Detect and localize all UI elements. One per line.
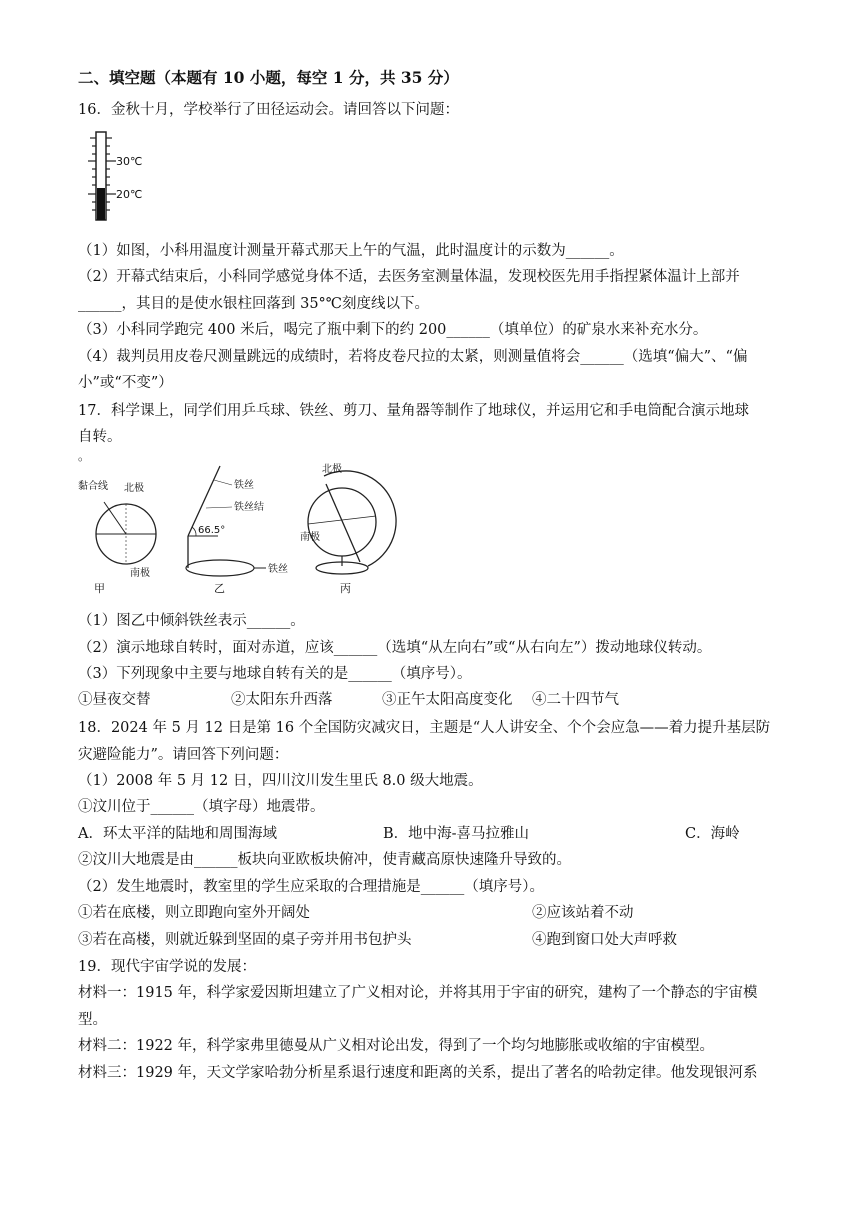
q19-material-1a: 材料一：1915 年，科学家爱因斯坦建立了广义相对论，并将其用于宇宙的研究，建构了一个静态的宇宙模 xyxy=(78,985,758,1001)
svg-text:北极: 北极 xyxy=(124,483,144,494)
q19-material-2: 材料二：1922 年，科学家弗里德曼从广义相对论出发，得到了一个均匀地膨胀或收缩的宇宙模型。 xyxy=(78,1038,715,1054)
q17-dot: 。 xyxy=(78,449,91,463)
thermo-label-20: 20℃ xyxy=(116,188,143,201)
svg-text:铁丝: 铁丝 xyxy=(268,564,288,575)
svg-text:南极: 南极 xyxy=(130,568,150,579)
figure-jia xyxy=(78,479,156,595)
q17-option-3: ③正午太阳高度变化 xyxy=(382,692,513,708)
q18-measure-1: ①若在底楼，则立即跑向室外开阔处 xyxy=(78,905,310,921)
q16-p4b: 小”或“不变”） xyxy=(78,375,173,391)
q16-p4a: （4）裁判员用皮卷尺测量跳远的成绩时，若将皮卷尺拉的太紧，则测量值将会______（选填“偏大”、“偏 xyxy=(78,349,748,365)
q18-measure-3: ③若在高楼，则就近躲到坚固的桌子旁并用书包护头 xyxy=(78,932,412,948)
q16-p2a: （2）开幕式结束后，小科同学感觉身体不适，去医务室测量体温，发现校医先用手指捏紧体温计上部并 xyxy=(78,269,740,285)
q17-option-2: ②太阳东升西落 xyxy=(231,692,333,708)
q19-stem: 19．现代宇宙学说的发展： xyxy=(78,959,256,975)
q18-p1-1: ①汶川位于______（填字母）地震带。 xyxy=(78,799,325,815)
q17-stem-a: 17．科学课上，同学们用乒乓球、铁丝、剪刀、量角器等制作了地球仪，并运用它和手电筒配合演示地球 xyxy=(78,403,749,419)
q16-stem: 16．金秋十月，学校举行了田径运动会。请回答以下问题： xyxy=(78,102,459,118)
q17-option-4: ④二十四节气 xyxy=(532,692,619,708)
q18-option-b: B．地中海-喜马拉雅山 xyxy=(383,826,530,842)
q18-option-c: C．海岭 xyxy=(685,826,740,842)
figure-yi xyxy=(186,466,288,595)
q17-option-1: ①昼夜交替 xyxy=(78,692,151,708)
svg-text:铁丝: 铁丝 xyxy=(234,480,254,491)
q18-p1: （1）2008 年 5 月 12 日，四川汶川发生里氏 8.0 级大地震。 xyxy=(78,773,483,789)
globe-figures xyxy=(78,458,408,598)
svg-text:甲: 甲 xyxy=(94,582,105,595)
q18-p1-2: ②汶川大地震是由______板块向亚欧板块俯冲，使青藏高原快速隆升导致的。 xyxy=(78,852,571,868)
svg-text:南极: 南极 xyxy=(300,532,320,543)
q16-p1: （1）如图，小科用温度计测量开幕式那天上午的气温，此时温度计的示数为______。 xyxy=(78,243,624,259)
svg-text:丙: 丙 xyxy=(340,582,351,595)
figure-bing xyxy=(300,462,396,595)
svg-text:乙: 乙 xyxy=(214,582,225,595)
q18-measure-2: ②应该站着不动 xyxy=(532,905,634,921)
q18-p2: （2）发生地震时，教室里的学生应采取的合理措施是______（填序号）。 xyxy=(78,879,544,895)
thermometer-figure xyxy=(82,128,152,224)
svg-text:黏合线: 黏合线 xyxy=(78,481,108,492)
thermo-label-30: 30℃ xyxy=(116,155,143,168)
q17-p1: （1）图乙中倾斜铁丝表示______。 xyxy=(78,613,305,629)
svg-text:北极: 北极 xyxy=(322,464,342,475)
q16-p3: （3）小科同学跑完 400 米后，喝完了瓶中剩下的约 200______（填单位）的矿泉水来补充水分。 xyxy=(78,322,708,338)
q18-stem-a: 18．2024 年 5 月 12 日是第 16 个全国防灾减灾日，主题是“人人讲安全、个个会应急——着力提升基层防 xyxy=(78,720,771,736)
q16-p2b: ______，其目的是使水银柱回落到 35°℃刻度线以下。 xyxy=(78,296,430,312)
q19-material-3: 材料三：1929 年，天文学家哈勃分析星系退行速度和距离的关系，提出了著名的哈勃定律。他发现银河系 xyxy=(78,1065,758,1081)
q17-p2: （2）演示地球自转时，面对赤道，应该______（选填“从左向右”或“从右向左”）拨动地球仪转动。 xyxy=(78,640,712,656)
q17-p3: （3）下列现象中主要与地球自转有关的是______（填序号）。 xyxy=(78,666,472,682)
section-title: 二、填空题（本题有 10 小题，每空 1 分，共 35 分） xyxy=(78,68,459,87)
svg-text:铁丝结: 铁丝结 xyxy=(234,502,264,513)
q19-material-1b: 型。 xyxy=(78,1012,107,1028)
q17-stem-b: 自转。 xyxy=(78,429,122,445)
q18-measure-4: ④跑到窗口处大声呼救 xyxy=(532,932,677,948)
svg-text:66.5°: 66.5° xyxy=(198,525,226,536)
q18-stem-b: 灾避险能力”。请回答下列问题： xyxy=(78,747,289,763)
q18-option-a: A．环太平洋的陆地和周围海域 xyxy=(78,826,277,842)
